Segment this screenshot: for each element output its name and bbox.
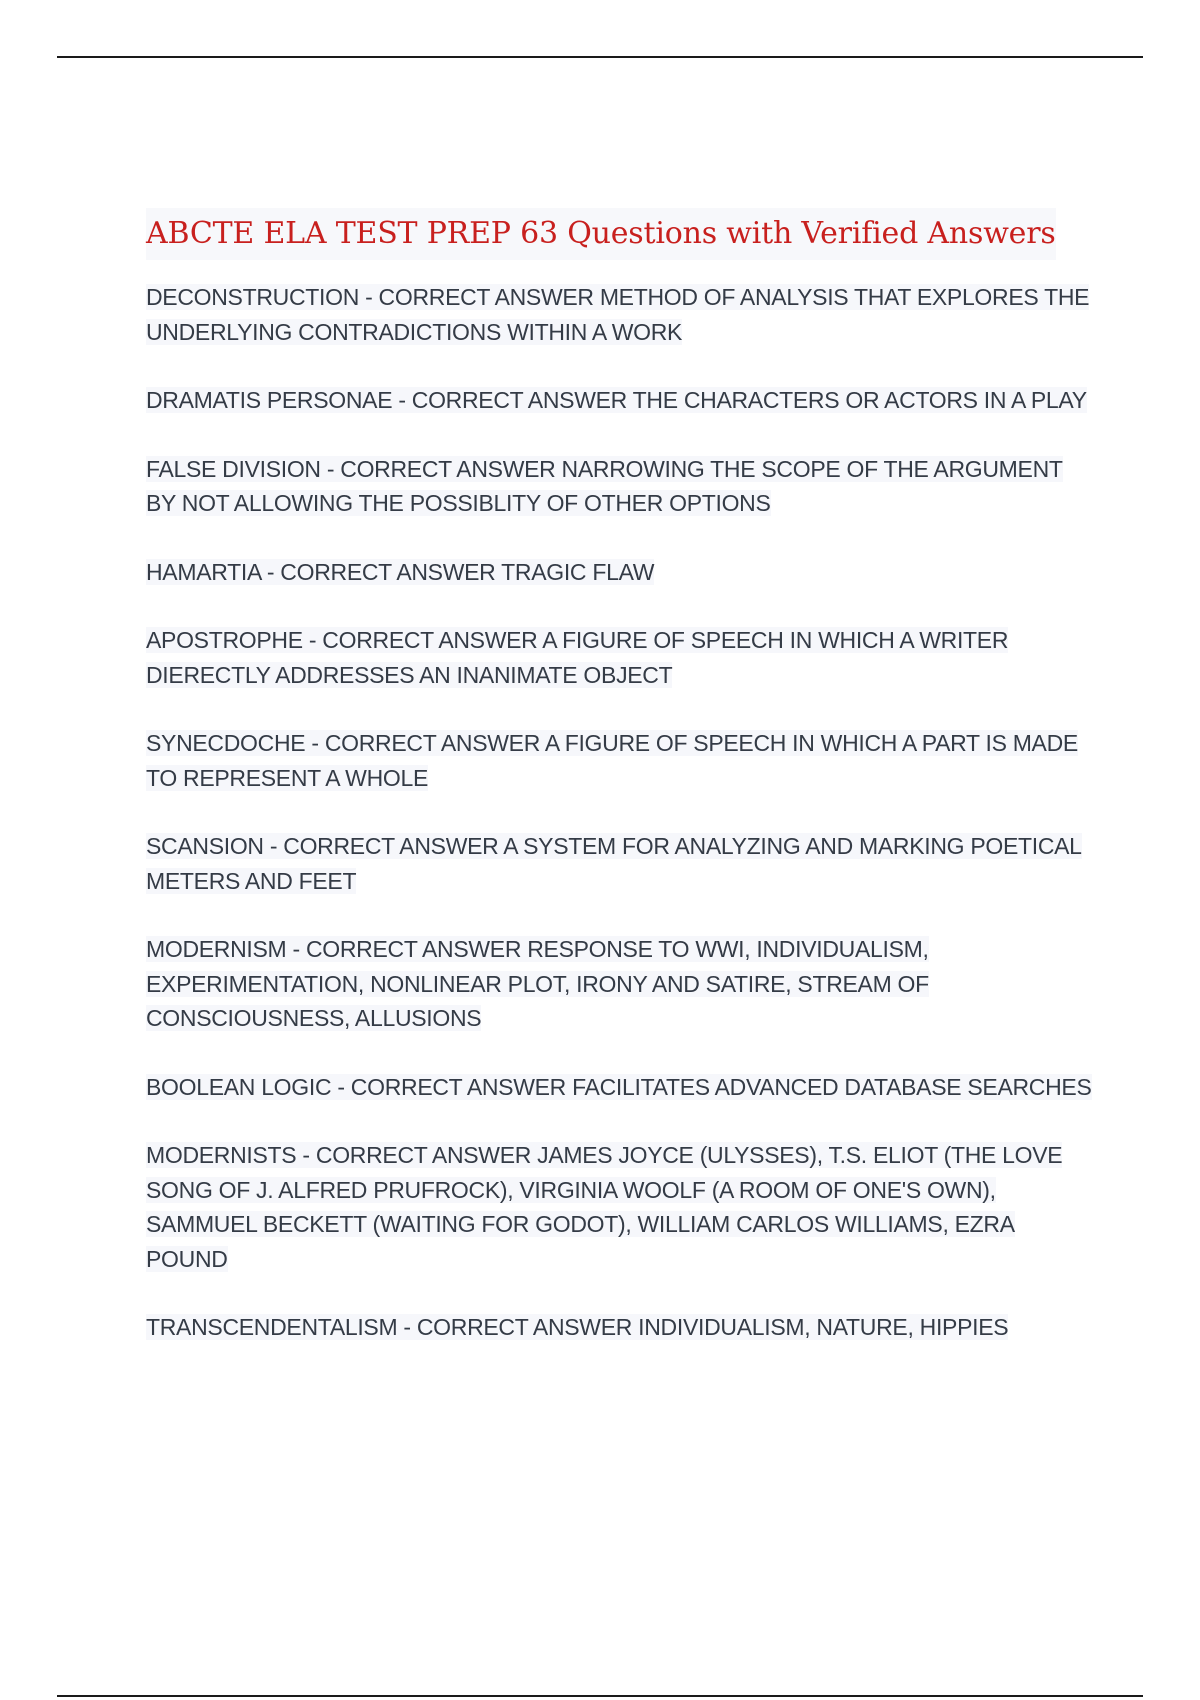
qa-item — [146, 280, 1096, 349]
qa-item-text: MODERNISM - CORRECT ANSWER RESPONSE TO WWI, INDIVIDUALISM, EXPERIMENTATION, NONLINEAR PLOT, IRONY AND SATIRE, STREAM OF CONSCIOUSNESS, ALLUSIONS — [146, 936, 929, 1031]
qa-item — [146, 1138, 1096, 1276]
qa-item — [146, 452, 1096, 521]
qa-item-text: FALSE DIVISION - CORRECT ANSWER NARROWING THE SCOPE OF THE ARGUMENT BY NOT ALLOWING THE POSSIBLITY OF OTHER OPTIONS — [146, 455, 1063, 516]
qa-item-text: SCANSION - CORRECT ANSWER A SYSTEM FOR ANALYZING AND MARKING POETICAL METERS AND FEET — [146, 833, 1082, 894]
qa-list — [146, 280, 1096, 1345]
header-rule — [57, 56, 1143, 58]
qa-item-text: HAMARTIA - CORRECT ANSWER TRAGIC FLAW — [146, 558, 655, 585]
document-title: ABCTE ELA TEST PREP 63 Questions with Verified Answers — [146, 208, 1056, 260]
qa-item-text: DRAMATIS PERSONAE - CORRECT ANSWER THE CHARACTERS OR ACTORS IN A PLAY — [146, 387, 1087, 413]
qa-item-text: DECONSTRUCTION - CORRECT ANSWER METHOD OF ANALYSIS THAT EXPLORES THE UNDERLYING CONTRADICTIONS WITHIN A WORK — [146, 284, 1090, 345]
qa-item — [146, 1310, 1096, 1345]
qa-item-text: BOOLEAN LOGIC - CORRECT ANSWER FACILITATES ADVANCED DATABASE SEARCHES — [146, 1073, 1092, 1100]
qa-item — [146, 555, 1096, 590]
qa-item — [146, 932, 1096, 1036]
qa-item — [146, 623, 1096, 692]
qa-item-text: TRANSCENDENTALISM - CORRECT ANSWER INDIVIDUALISM, NATURE, HIPPIES — [146, 1314, 1009, 1340]
qa-item-text: MODERNISTS - CORRECT ANSWER JAMES JOYCE (ULYSSES), T.S. ELIOT (THE LOVE SONG OF J. ALFRED PRUFROCK), VIRGINIA WOOLF (A ROOM OF ONE'S OWN), SAMMUEL BECKETT (WAITING FOR GODOT), WILLIAM CARLOS WILLIAMS, EZRA POUND — [146, 1142, 1063, 1272]
qa-item-text: APOSTROPHE - CORRECT ANSWER A FIGURE OF SPEECH IN WHICH A WRITER DIERECTLY ADDRESSES AN INANIMATE OBJECT — [146, 627, 1009, 688]
qa-item-text: SYNECDOCHE - CORRECT ANSWER A FIGURE OF SPEECH IN WHICH A PART IS MADE TO REPRESENT A WHOLE — [146, 730, 1078, 791]
document-body — [146, 208, 1096, 1379]
qa-item — [146, 829, 1096, 898]
qa-item — [146, 383, 1096, 418]
footer-rule — [57, 1695, 1143, 1697]
qa-item — [146, 726, 1096, 795]
qa-item — [146, 1070, 1096, 1105]
